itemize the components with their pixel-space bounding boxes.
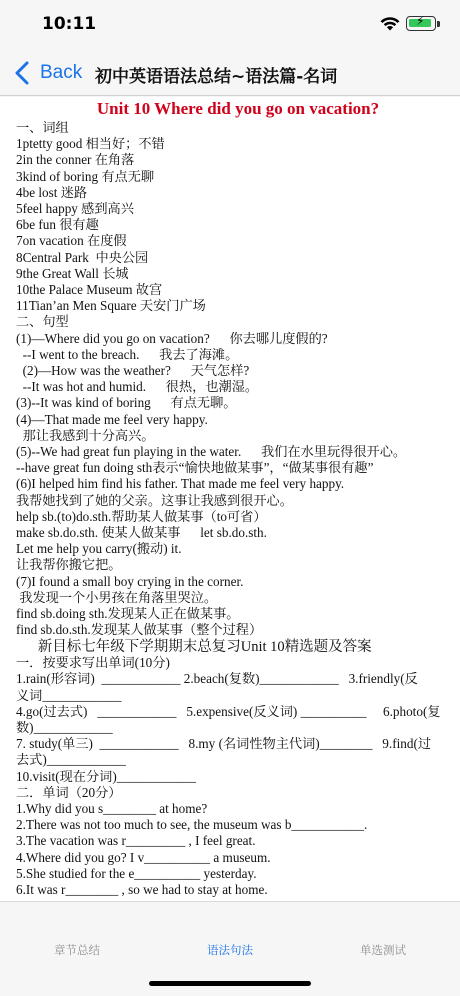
- back-label: Back: [40, 62, 83, 83]
- document-line: 5feel happy 感到高兴: [16, 201, 134, 217]
- document-line: (7)I found a small boy crying in the corner.: [16, 573, 244, 589]
- document-line: 5.She studied for the e__________ yesterday.: [16, 865, 257, 881]
- document-line: Let me help you carry(搬动) it.: [16, 541, 182, 557]
- document-line: 一、词组: [16, 120, 69, 135]
- document-line: 7. study(单三) ____________ 8.my (名词性物主代词)________ 9.find(过: [16, 736, 432, 752]
- document-line: 1.rain(形容词) ____________ 2.beach(复数)____________ 3.friendly(反: [16, 671, 418, 687]
- document-line: 4.go(过去式) ____________ 5.expensive(反义词) __________ 6.photo(复: [16, 703, 441, 719]
- home-indicator: [149, 981, 311, 986]
- document-line: (6)I helped him find his father. That made me feel very happy.: [16, 476, 345, 492]
- document-line: (4)—That made me feel very happy.: [16, 411, 208, 427]
- page-title: 初中英语语法总结~语法篇-名词: [95, 67, 338, 87]
- document-line: 10the Palace Museum 故宫: [16, 282, 163, 298]
- document-line: 3kind of boring 有点无聊: [16, 168, 155, 184]
- document-line: 9the Great Wall 长城: [16, 265, 129, 281]
- document-line: find sb.do.sth.发现某人做某事（整个过程）: [16, 622, 263, 638]
- battery-charging-icon: ⚡: [406, 16, 436, 31]
- tab-chapter-summary[interactable]: 章节总结: [54, 943, 100, 957]
- document-line: --It was hot and humid. 很热，也潮湿。: [16, 379, 259, 395]
- document-line: --have great fun doing sth表示“愉快地做某事”，“做某事很有趣”: [16, 460, 374, 476]
- document-line: 义词____________: [16, 687, 122, 703]
- document-line: 4.Where did you go? I v__________ a museum.: [16, 849, 271, 865]
- document-line: --I went to the breach. 我去了海滩。: [16, 346, 239, 362]
- document-line: 我帮她找到了她的父亲。这事让我感到很开心。: [16, 492, 293, 508]
- document-line: 数)____________: [16, 719, 113, 735]
- document-line: 那让我感到十分高兴。: [16, 427, 155, 443]
- document-line: 11Tian’an Men Square 天安门广场: [16, 298, 206, 314]
- document-line: 8Central Park 中央公园: [16, 249, 149, 265]
- document-line: find sb.doing sth.发现某人正在做某事。: [16, 606, 240, 622]
- document-line: 让我帮你搬它把。: [16, 557, 122, 573]
- tab-single-choice-test[interactable]: 单选测试: [360, 943, 406, 957]
- document-line: 2.There was not too much to see, the museum was b___________.: [16, 817, 368, 833]
- document-view[interactable]: [0, 97, 460, 901]
- document-line: 我发现一个小男孩在角落里哭泣。: [16, 589, 218, 605]
- tab-grammar-syntax[interactable]: 语法句法: [207, 943, 253, 957]
- document-line: (1)—Where did you go on vacation? 你去哪儿度假的?: [16, 330, 328, 346]
- document-line: (2)—How was the weather? 天气怎样?: [16, 363, 250, 379]
- document-line: 6.It was r________ , so we had to stay at home.: [16, 881, 268, 897]
- document-line: 10.visit(现在分词)____________: [16, 768, 196, 784]
- status-time: 10:11: [42, 14, 97, 34]
- chevron-left-icon: [12, 60, 36, 86]
- document-line: 1.Why did you s________ at home?: [16, 800, 208, 816]
- document-line: 6be fun 很有趣: [16, 217, 99, 233]
- document-line: 去式)____________: [16, 752, 126, 768]
- document-title: Unit 10 Where did you go on vacation?: [96, 99, 380, 118]
- document-line: 4be lost 迷路: [16, 184, 88, 200]
- document-body: [16, 120, 460, 898]
- document-line: 二、句型: [16, 314, 69, 330]
- document-line: 7on vacation 在度假: [16, 233, 127, 249]
- navigation-bar: [0, 48, 460, 96]
- back-button[interactable]: [12, 60, 82, 86]
- document-line: 二．单词（20分）: [16, 784, 122, 800]
- document-line: 新目标七年级下学期期末总复习Unit 10精选题及答案: [16, 638, 372, 655]
- document-line: 2in the conner 在角落: [16, 152, 135, 168]
- document-line: (5)--We had great fun playing in the water. 我们在水里玩得很开心。: [16, 444, 407, 460]
- document-line: 一．按要求写出单词(10分): [16, 655, 170, 671]
- document-line: (3)--It was kind of boring 有点无聊。: [16, 395, 237, 411]
- document-line: 3.The vacation was r_________ , I feel great.: [16, 833, 256, 849]
- document-line: make sb.do.sth. 使某人做某事 let sb.do.sth.: [16, 525, 267, 541]
- tab-bar: [0, 901, 460, 996]
- document-line: 1ptetty good 相当好；不错: [16, 136, 165, 152]
- status-bar: [0, 0, 460, 48]
- wifi-icon: [380, 16, 400, 31]
- document-line: help sb.(to)do.sth.帮助某人做某事（to可省）: [16, 508, 267, 524]
